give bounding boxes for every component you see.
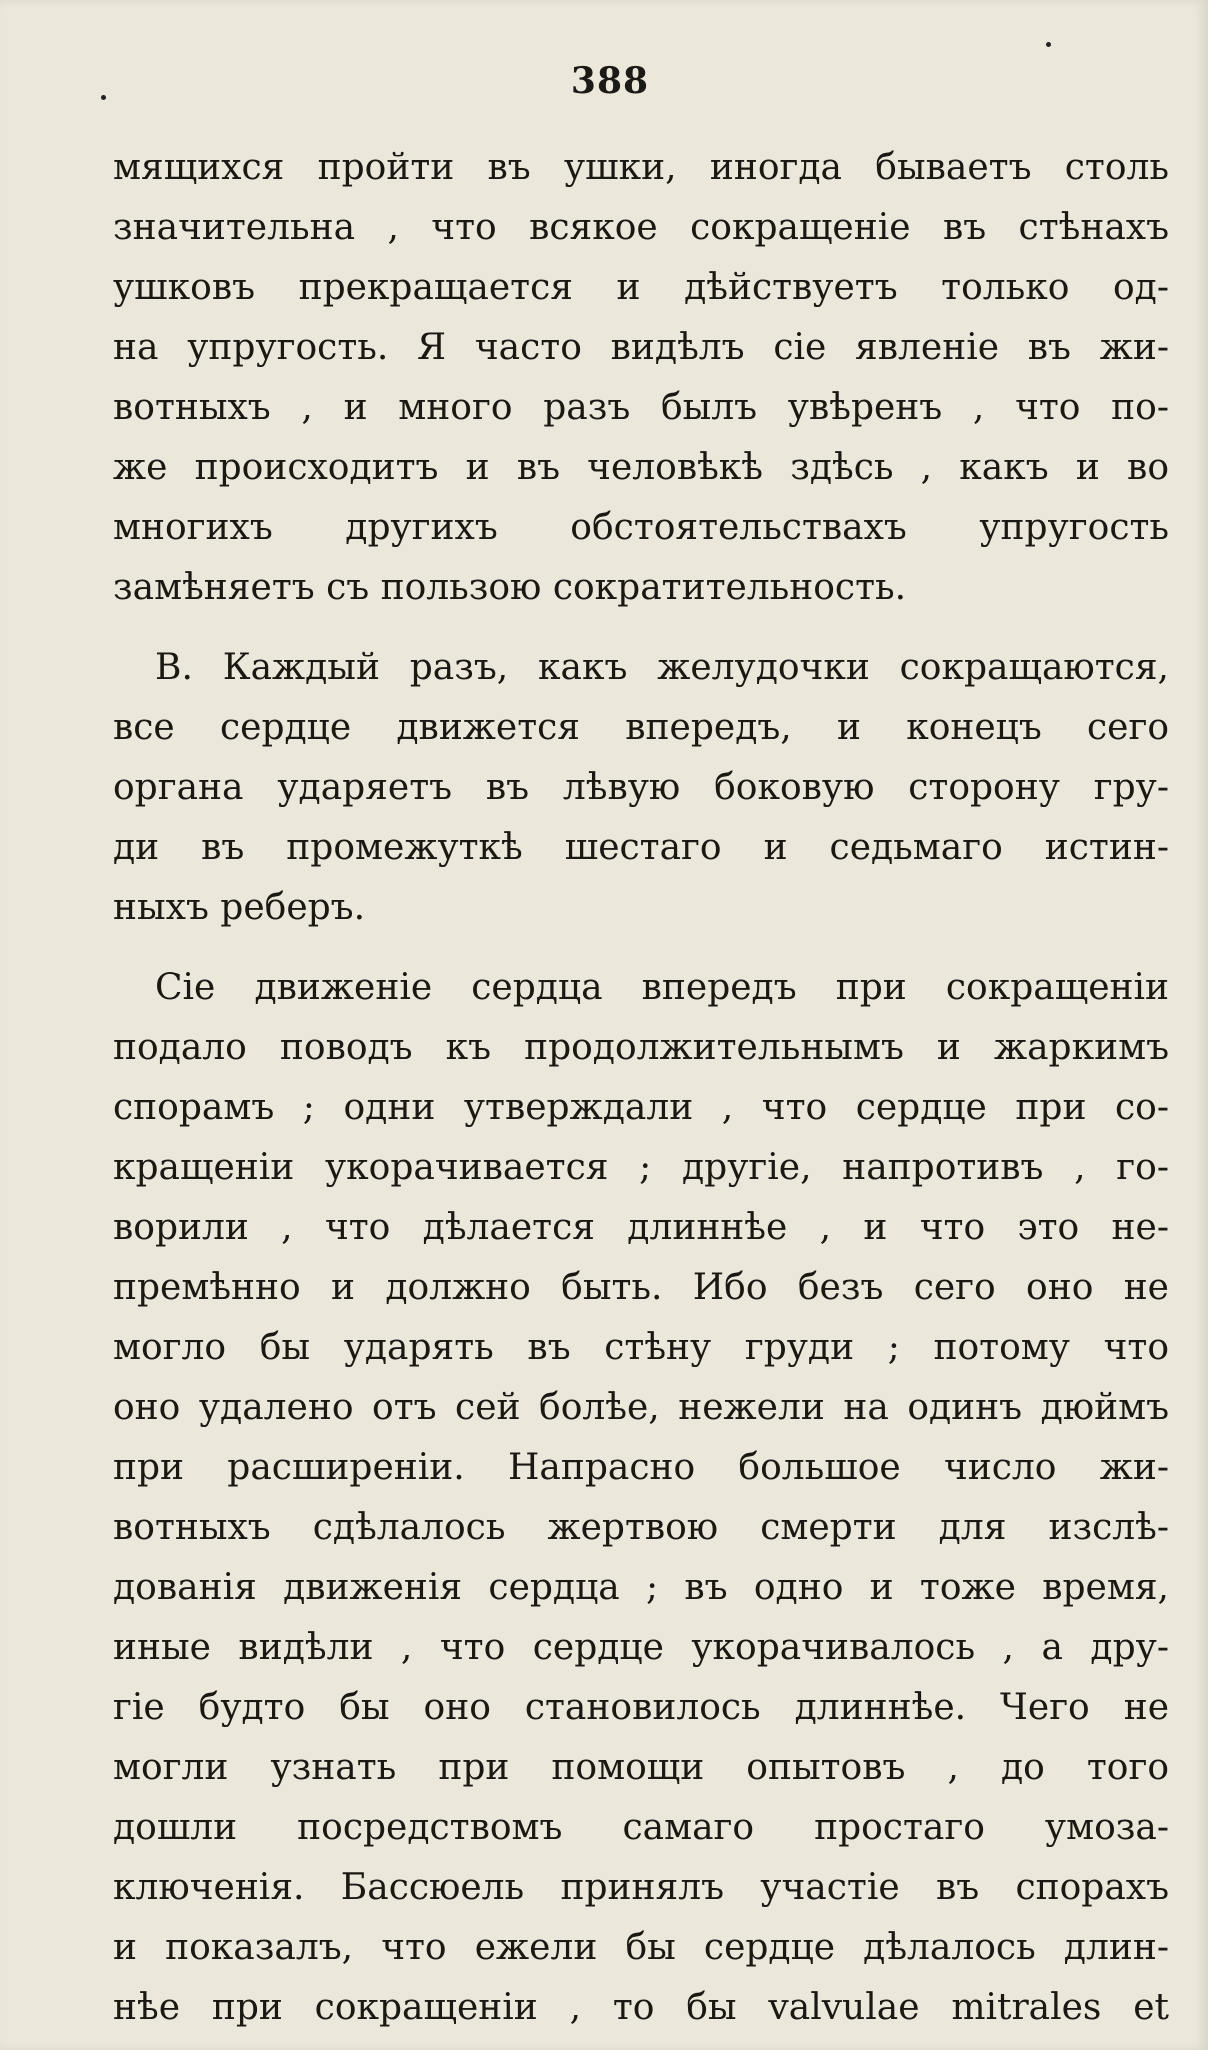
text-line: на упругость. Я часто видѣлъ сіе явленіе въ жи- [113,327,1169,368]
text-line: Сіе движеніе сердца впередъ при сокращеніи [155,967,1169,1008]
text-line: могло бы ударять въ стѣну груди ; потому что [113,1327,1169,1368]
text-line: мящихся пройти въ ушки, иногда бываетъ столь [113,147,1169,188]
text-line: дошли посредствомъ самаго простаго умоза- [113,1807,1169,1848]
text-line: нѣе при сокращеніи , то бы valvulae mitrales et [113,1987,1169,2028]
text-line: иные видѣли , что сердце укорачивалось , а дру- [113,1627,1169,1668]
body-text [113,138,1169,2038]
paragraph-2 [113,638,1169,938]
paragraph-1 [113,138,1169,618]
text-line: замѣняетъ съ пользою сократительность. [113,567,907,608]
text-line: оно удалено отъ сей болѣе, нежели на одинъ дюймъ [113,1387,1169,1428]
page-number: 388 [570,60,650,102]
text-line: подало поводъ къ продолжительнымъ и жаркимъ [113,1027,1169,1068]
text-line: ди въ промежуткѣ шестаго и седьмаго истин- [113,827,1169,868]
text-line: гіе будто бы оно становилось длиннѣе. Чего не [113,1687,1169,1728]
text-line: вотныхъ сдѣлалось жертвою смерти для изслѣ- [113,1507,1169,1548]
text-line: ушковъ прекращается и дѣйствуетъ только од- [113,267,1169,308]
text-line: все сердце движется впередъ, и конецъ сего [113,707,1169,748]
text-line: при расширеніи. Напрасно большое число жи- [113,1447,1169,1488]
text-line: спорамъ ; одни утверждали , что сердце при со- [113,1087,1169,1128]
text-line: и показалъ, что ежели бы сердце дѣлалось длин- [113,1927,1169,1968]
text-line: могли узнать при помощи опытовъ , до того [113,1747,1169,1788]
page-edge [1208,0,1217,2050]
text-line: кращеніи укорачивается ; другіе, напротивъ , го- [113,1147,1169,1188]
ink-speck [1046,42,1051,47]
text-line: вотныхъ , и много разъ былъ увѣренъ , что по- [113,387,1169,428]
text-line: органа ударяетъ въ лѣвую боковую сторону гру- [113,767,1169,808]
text-line: значительна , что всякое сокращеніе въ стѣнахъ [113,207,1169,248]
paragraph-3 [113,958,1169,2038]
text-line: ключенія. Бассюель принялъ участіе въ спорахъ [113,1867,1169,1908]
text-line: ныхъ реберъ. [113,887,366,928]
text-line: же происходитъ и въ человѣкѣ здѣсь , какъ и во [113,447,1169,488]
text-line: ворили , что дѣлается длиннѣе , и что это не- [113,1207,1169,1248]
text-line: B. Каждый разъ, какъ желудочки сокращаются, [155,647,1169,688]
text-line: дованія движенія сердца ; въ одно и тоже время, [113,1567,1169,1608]
text-line: премѣнно и должно быть. Ибо безъ сего оно не [113,1267,1169,1308]
text-line: многихъ другихъ обстоятельствахъ упругость [113,507,1169,548]
